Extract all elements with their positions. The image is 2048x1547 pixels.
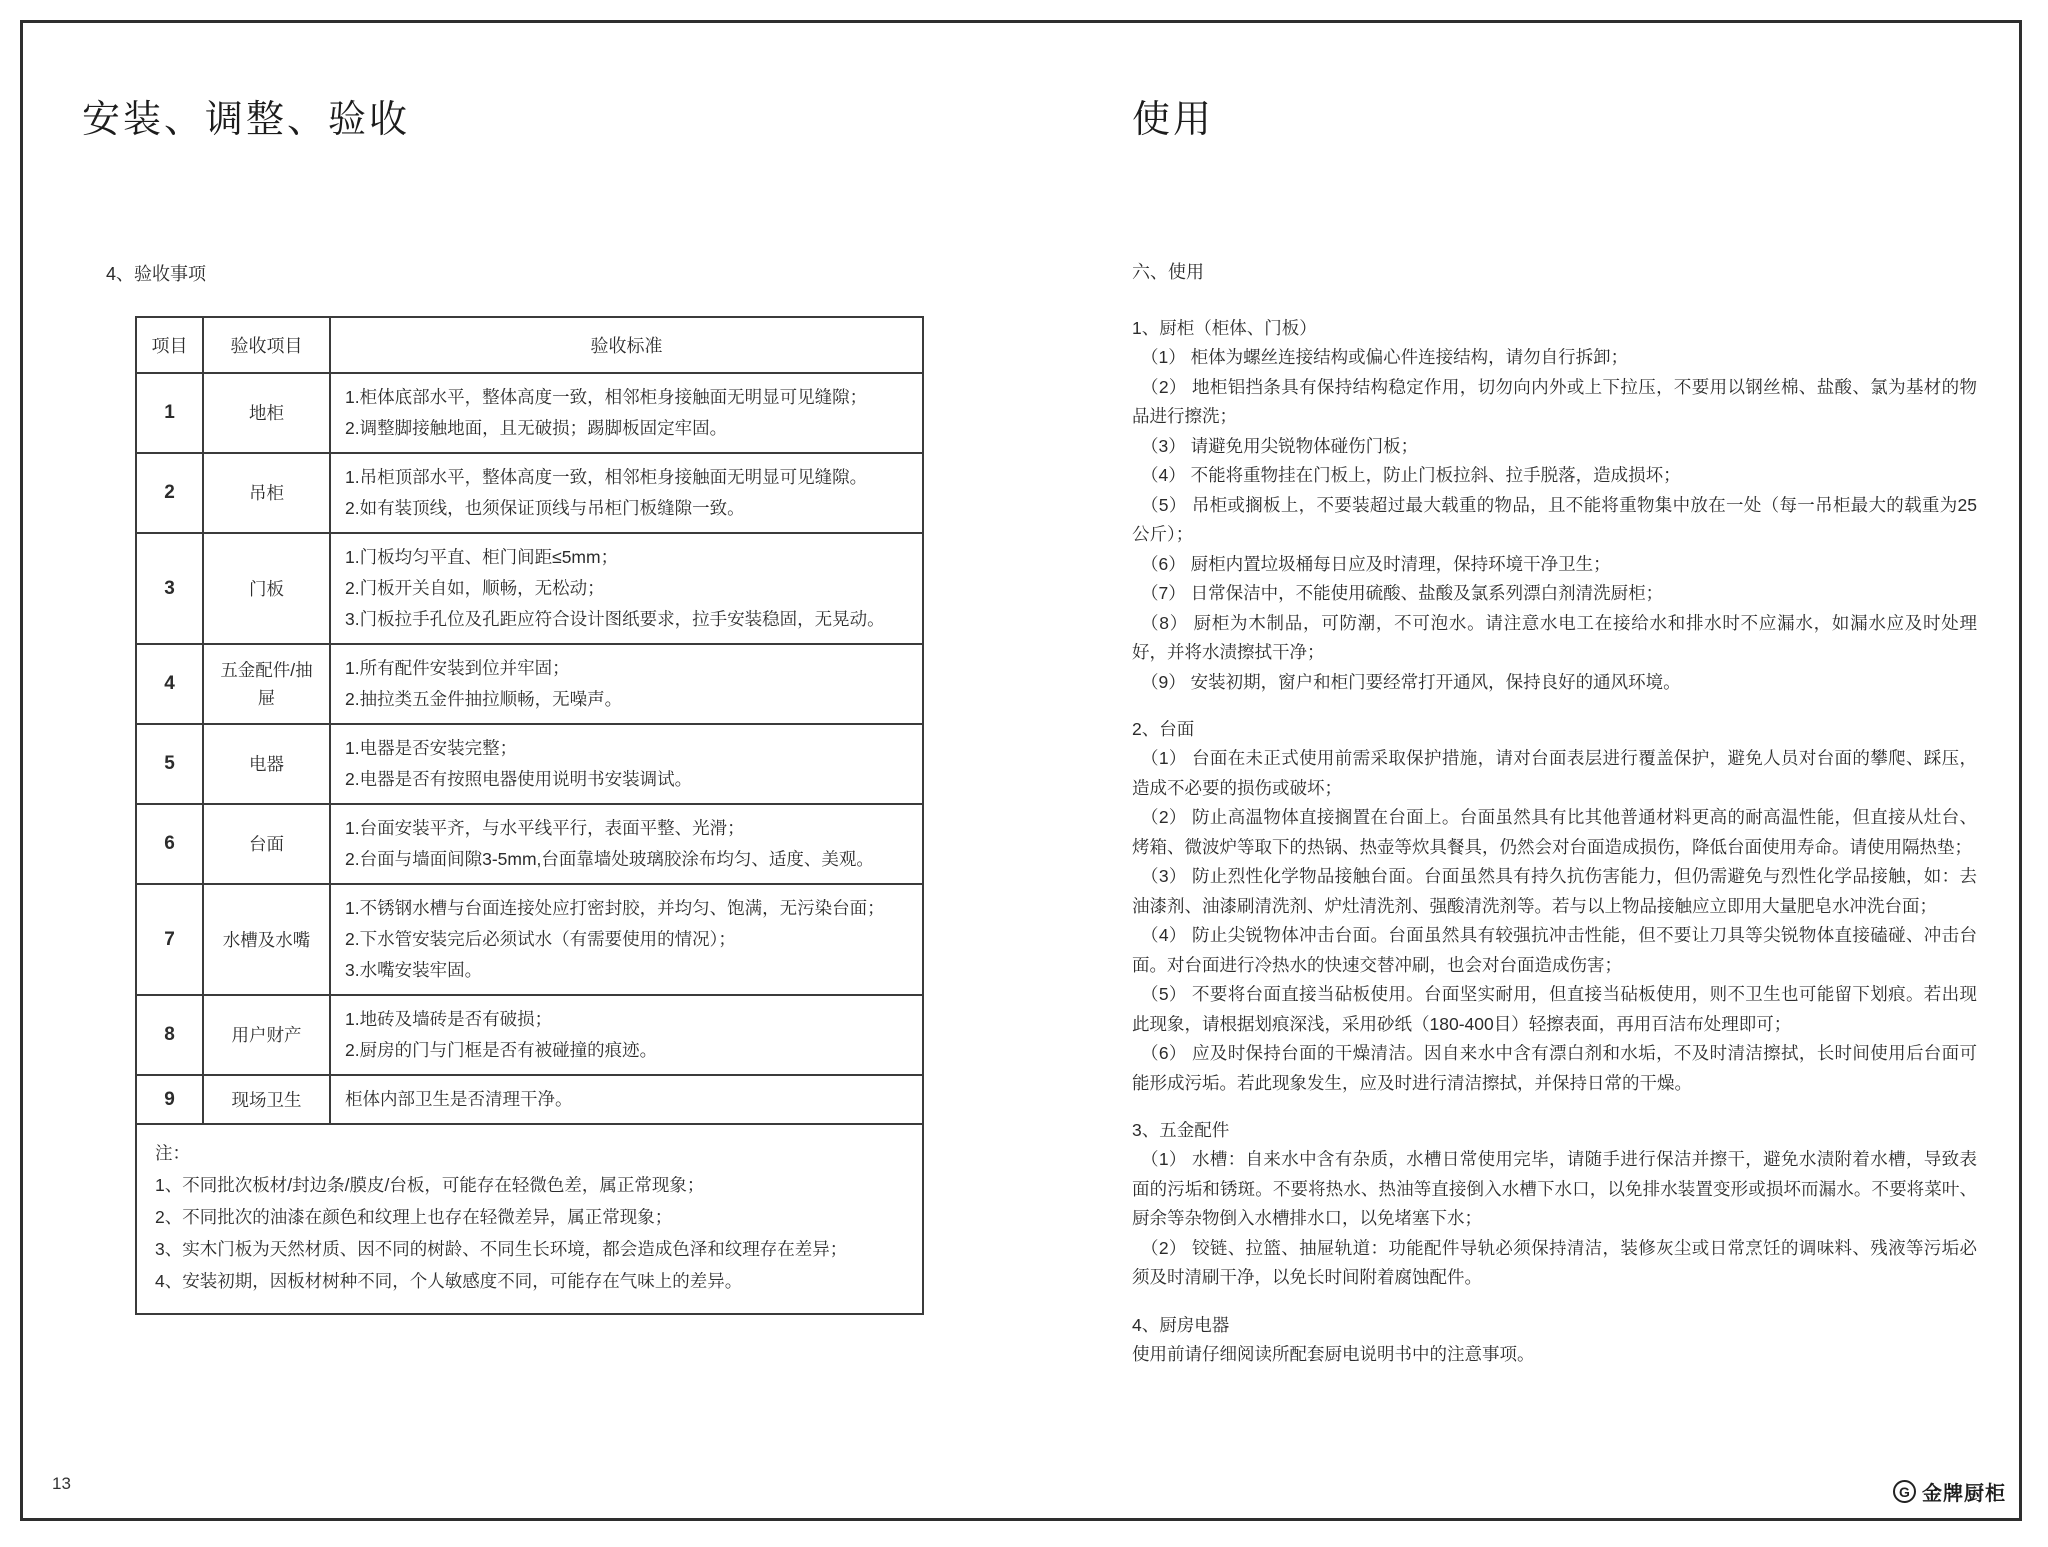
row-number: 5 [136,724,203,804]
table-row [136,995,923,1075]
brand-g-icon: G [1893,1480,1916,1503]
criteria-line: 1.门板均匀平直、柜门间距≤5mm； [345,547,619,567]
usage-block-hardware [1132,1115,1977,1293]
criteria-line: 2.台面与墙面间隙3-5mm,台面靠墙处玻璃胶涂布均匀、适度、美观。 [345,849,874,869]
row-number: 6 [136,804,203,884]
criteria-line: 1.所有配件安装到位并牢固； [345,658,570,678]
note-line: 2、不同批次的油漆在颜色和纹理上也存在轻微差异，属正常现象； [155,1207,673,1227]
usage-item: （2） 防止高温物体直接搁置在台面上。台面虽然具有比其他普通材料更高的耐高温性能，但直接从灶台、烤箱、微波炉等取下的热锅、热壶等炊具餐具，仍然会对台面造成损伤，降低台面使用寿命。请使用隔热垫； [1132,807,1977,857]
usage-item: （7） 日常保洁中，不能使用硫酸、盐酸及氯系列漂白剂清洗厨柜； [1141,583,1664,603]
usage-item: （1） 台面在未正式使用前需采取保护措施，请对台面表层进行覆盖保护，避免人员对台面的攀爬、踩压，造成不必要的损伤或破坏； [1132,748,1977,798]
usage-item: （4） 防止尖锐物体冲击台面。台面虽然具有较强抗冲击性能，但不要让刀具等尖锐物体直接磕碰、冲击台面。对台面进行冷热水的快速交替冲刷，也会对台面造成伤害； [1132,925,1977,975]
table-header-row [136,317,923,373]
row-item: 门板 [203,533,330,644]
right-page-title: 使用 [1132,99,1215,141]
criteria-line: 1.台面安装平齐，与水平线平行，表面平整、光滑； [345,818,745,838]
row-criteria [330,373,923,453]
usage-item: （6） 应及时保持台面的干燥清洁。因自来水中含有漂白剂和水垢，不及时清洁擦拭，长时间使用后台面可能形成污垢。若此现象发生，应及时进行清洁擦拭，并保持日常的干燥。 [1132,1043,1977,1093]
row-criteria [330,884,923,995]
note-line: 3、实木门板为天然材质、因不同的树龄、不同生长环境，都会造成色泽和纹理存在差异； [155,1239,848,1259]
row-item: 现场卫生 [203,1075,330,1124]
row-number: 3 [136,533,203,644]
acceptance-table [135,316,924,1315]
row-number: 9 [136,1075,203,1124]
row-item: 台面 [203,804,330,884]
row-criteria [330,995,923,1075]
row-item: 地柜 [203,373,330,453]
usage-item: （6） 厨柜内置垃圾桶每日应及时清理，保持环境干净卫生； [1141,553,1611,574]
row-criteria [330,804,923,884]
criteria-line: 2.厨房的门与门框是否有被碰撞的痕迹。 [345,1040,658,1060]
column-header-criteria: 验收标准 [330,317,923,373]
row-criteria [330,1075,923,1124]
left-page-title: 安装、调整、验收 [82,99,411,141]
usage-block-appliances [1132,1310,1977,1370]
usage-block-countertop [1132,714,1977,1098]
row-number: 4 [136,644,203,724]
usage-item: （1） 柜体为螺丝连接结构或偏心件连接结构，请勿自行拆卸； [1141,347,1629,367]
row-item: 五金配件/抽屉 [203,644,330,724]
table-row [136,533,923,644]
table-row [136,804,923,884]
criteria-line: 2.下水管安装完后必须试水（有需要使用的情况）； [345,929,736,949]
row-criteria [330,453,923,533]
row-item: 水槽及水嘴 [203,884,330,995]
table-row [136,884,923,995]
row-item: 用户财产 [203,995,330,1075]
block-heading: 3、五金配件 [1132,1120,1230,1140]
block-heading: 1、厨柜（柜体、门板） [1132,318,1317,338]
usage-item: 使用前请仔细阅读所配套厨电说明书中的注意事项。 [1132,1343,1535,1364]
row-item: 电器 [203,724,330,804]
usage-item: （5） 吊柜或搁板上，不要装超过最大载重的物品，且不能将重物集中放在一处（每一吊柜最大的载重为25公斤）； [1132,494,1977,544]
brand-logo [1893,1477,2006,1506]
criteria-line: 1.柜体底部水平，整体高度一致，相邻柜身接触面无明显可见缝隙； [345,387,868,407]
criteria-line: 3.门板拉手孔位及孔距应符合设计图纸要求，拉手安装稳固，无晃动。 [345,609,885,629]
row-number: 8 [136,995,203,1075]
row-number: 2 [136,453,203,533]
criteria-line: 1.吊柜顶部水平，整体高度一致，相邻柜身接触面无明显可见缝隙。 [345,467,868,487]
left-section-label: 4、验收事项 [106,264,207,284]
row-criteria [330,533,923,644]
usage-item: （4） 不能将重物挂在门板上，防止门板拉斜、拉手脱落，造成损坏； [1141,465,1681,485]
criteria-line: 1.地砖及墙砖是否有破损； [345,1009,553,1029]
table-row [136,724,923,804]
usage-item: （2） 地柜铝挡条具有保持结构稳定作用，切勿向内外或上下拉压，不要用以钢丝棉、盐酸、氯为基材的物品进行擦洗； [1132,376,1977,426]
column-header-item: 验收项目 [203,317,330,373]
usage-item: （3） 请避免用尖锐物体碰伤门板； [1141,435,1419,456]
row-number: 1 [136,373,203,453]
criteria-line: 2.电器是否有按照电器使用说明书安装调试。 [345,769,693,789]
criteria-line: 2.调整脚接触地面，且无破损；踢脚板固定牢固。 [345,418,728,438]
row-criteria [330,644,923,724]
table-row [136,644,923,724]
criteria-line: 2.抽拉类五金件抽拉顺畅，无噪声。 [345,689,623,709]
column-header-no: 项目 [136,317,203,373]
table-row [136,1075,923,1124]
note-line: 1、不同批次板材/封边条/膜皮/台板，可能存在轻微色差，属正常现象； [155,1175,705,1195]
criteria-line: 1.电器是否安装完整； [345,738,518,758]
usage-block-cabinet [1132,313,1977,697]
row-number: 7 [136,884,203,995]
usage-item: （8） 厨柜为木制品，可防潮，不可泡水。请注意水电工在接给水和排水时不应漏水，如漏水应及时处理好，并将水渍擦拭干净； [1132,612,1977,662]
table-row [136,453,923,533]
criteria-line: 3.水嘴安装牢固。 [345,960,483,980]
right-section-label: 六、使用 [1132,262,1204,282]
table-notes-row [136,1124,923,1314]
block-heading: 2、台面 [1132,719,1195,739]
table-notes-cell [136,1124,923,1314]
usage-item: （1） 水槽：自来水中含有杂质，水槽日常使用完毕，请随手进行保洁并擦干，避免水渍附着水槽，导致表面的污垢和锈斑。不要将热水、热油等直接倒入水槽下水口，以免排水装置变形或损坏而漏水。不要将菜叶、厨余等杂物倒入水槽排水口，以免堵塞下水； [1132,1149,1977,1228]
usage-content [1132,258,1977,1369]
criteria-line: 2.如有装顶线，也须保证顶线与吊柜门板缝隙一致。 [345,498,745,518]
note-line: 4、安装初期，因板材树种不同，个人敏感度不同，可能存在气味上的差异。 [155,1271,743,1291]
brand-name: 金牌厨柜 [1922,1483,2006,1505]
table-row [136,373,923,453]
page-number: 13 [52,1474,71,1493]
block-heading: 4、厨房电器 [1132,1314,1230,1335]
usage-item: （3） 防止烈性化学物品接触台面。台面虽然具有持久抗伤害能力，但仍需避免与烈性化学品接触，如：去油漆剂、油漆刷清洗剂、炉灶清洗剂、强酸清洗剂等。若与以上物品接触应立即用大量肥皂水冲洗台面； [1132,866,1977,916]
criteria-line: 2.门板开关自如，顺畅，无松动； [345,578,605,598]
criteria-line: 1.不锈钢水槽与台面连接处应打密封胶，并均匀、饱满，无污染台面； [345,898,885,918]
usage-item: （5） 不要将台面直接当砧板使用。台面坚实耐用，但直接当砧板使用，则不卫生也可能留下划痕。若出现此现象，请根据划痕深浅，采用砂纸（180-400目）轻擦表面，再用百洁布处理即可； [1132,984,1977,1034]
usage-item: （2） 铰链、拉篮、抽屉轨道：功能配件导轨必须保持清洁，装修灰尘或日常烹饪的调味料、残液等污垢必须及时清刷干净，以免长时间附着腐蚀配件。 [1132,1237,1977,1287]
row-criteria [330,724,923,804]
criteria-line: 柜体内部卫生是否清理干净。 [345,1089,573,1109]
note-label: 注： [155,1143,190,1163]
row-item: 吊柜 [203,453,330,533]
usage-item: （9） 安装初期，窗户和柜门要经常打开通风，保持良好的通风环境。 [1141,671,1681,692]
